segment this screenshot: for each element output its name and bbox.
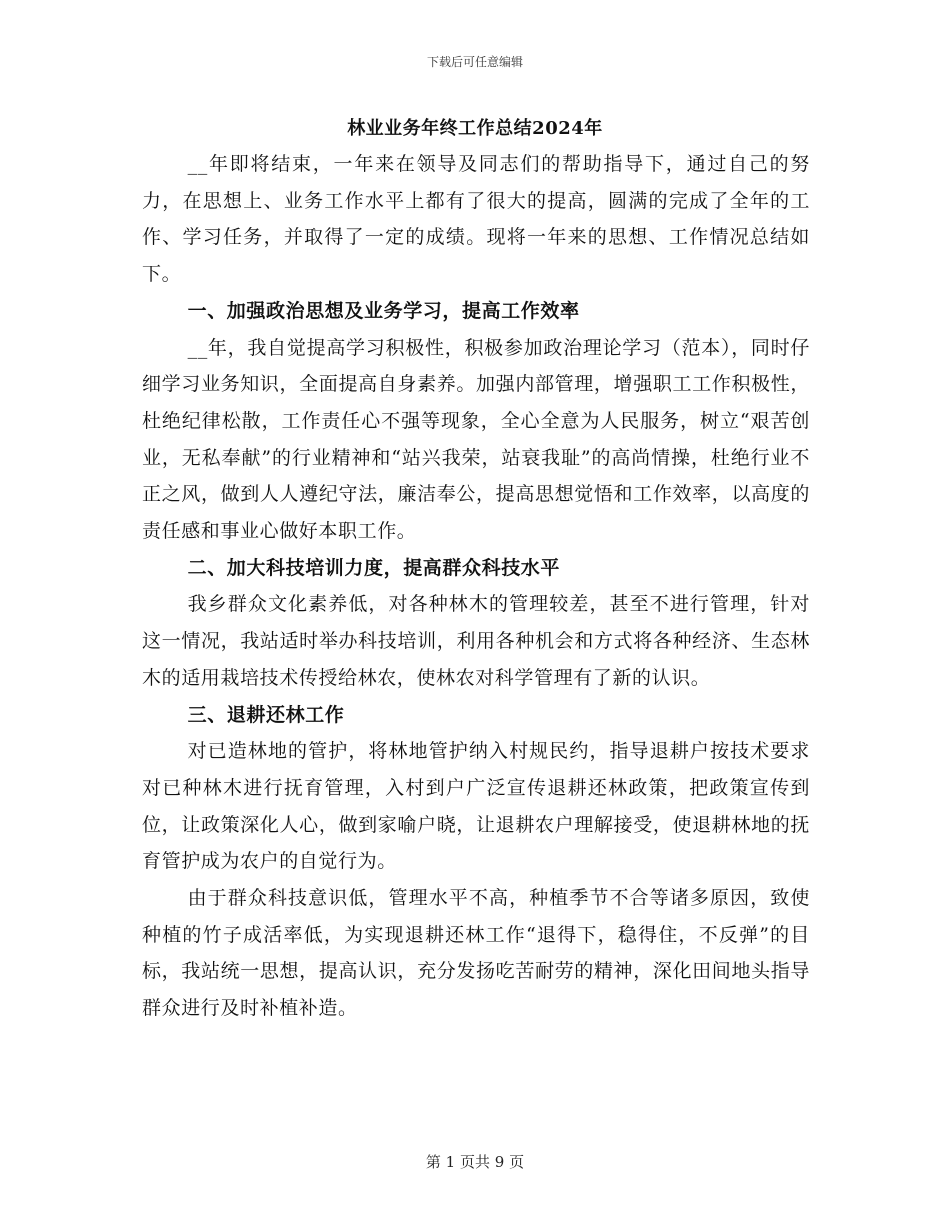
section-heading-1: 一、加强政治思想及业务学习，提高工作效率 <box>187 299 580 322</box>
paragraph-section-3b: 由于群众科技意识低，管理水平不高，种植季节不合等诸多原因，致使种植的竹子成活率低，为实现退耕还林工作“退得下，稳得住，不反弹”的目标，我站统一思想，提高认识，充分发扬吃苦耐劳的精神，深化田间地头指导群众进行及时补植补造。 <box>142 887 810 1020</box>
document-body <box>142 146 810 1027</box>
paragraph-section-2: 我乡群众文化素养低，对各种林木的管理较差，甚至不进行管理，针对这一情况，我站适时举办科技培训，利用各种机会和方式将各种经济、生态林木的适用栽培技术传授给林农，使林农对科学管理有了新的认识。 <box>142 593 810 689</box>
paragraph-intro: __年即将结束，一年来在领导及同志们的帮助指导下，通过自己的努力，在思想上、业务工作水平上都有了很大的提高，圆满的完成了全年的工作、学习任务，并取得了一定的成绩。现将一年来的思想、工作情况总结如下。 <box>142 153 810 286</box>
document-title: 林业业务年终工作总结2024年 <box>347 118 603 139</box>
paragraph-section-1: __年，我自觉提高学习积极性，积极参加政治理论学习（范本），同时仔细学习业务知识，全面提高自身素养。加强内部管理，增强职工工作积极性，杜绝纪律松散，工作责任心不强等现象，全心全意为人民服务，树立“艰苦创业，无私奉献”的行业精神和“站兴我荣，站衰我耻”的高尚情操，杜绝行业不正之风，做到人人遵纪守法，廉洁奉公，提高思想觉悟和工作效率，以高度的责任感和事业心做好本职工作。 <box>142 336 810 543</box>
section-heading-2: 二、加大科技培训力度，提高群众科技水平 <box>187 556 560 579</box>
page-header-note: 下载后可任意编辑 <box>426 55 523 69</box>
paragraph-section-3a: 对已造林地的管护，将林地管护纳入村规民约，指导退耕户按技术要求对已种林木进行抚育管理，入村到户广泛宣传退耕还林政策，把政策宣传到位，让政策深化人心，做到家喻户晓，让退耕农户理解接受，使退耕林地的抚育管护成为农户的自觉行为。 <box>142 740 810 873</box>
section-heading-3: 三、退耕还林工作 <box>187 703 345 726</box>
page-number: 第 1 页共 9 页 <box>425 1153 525 1171</box>
